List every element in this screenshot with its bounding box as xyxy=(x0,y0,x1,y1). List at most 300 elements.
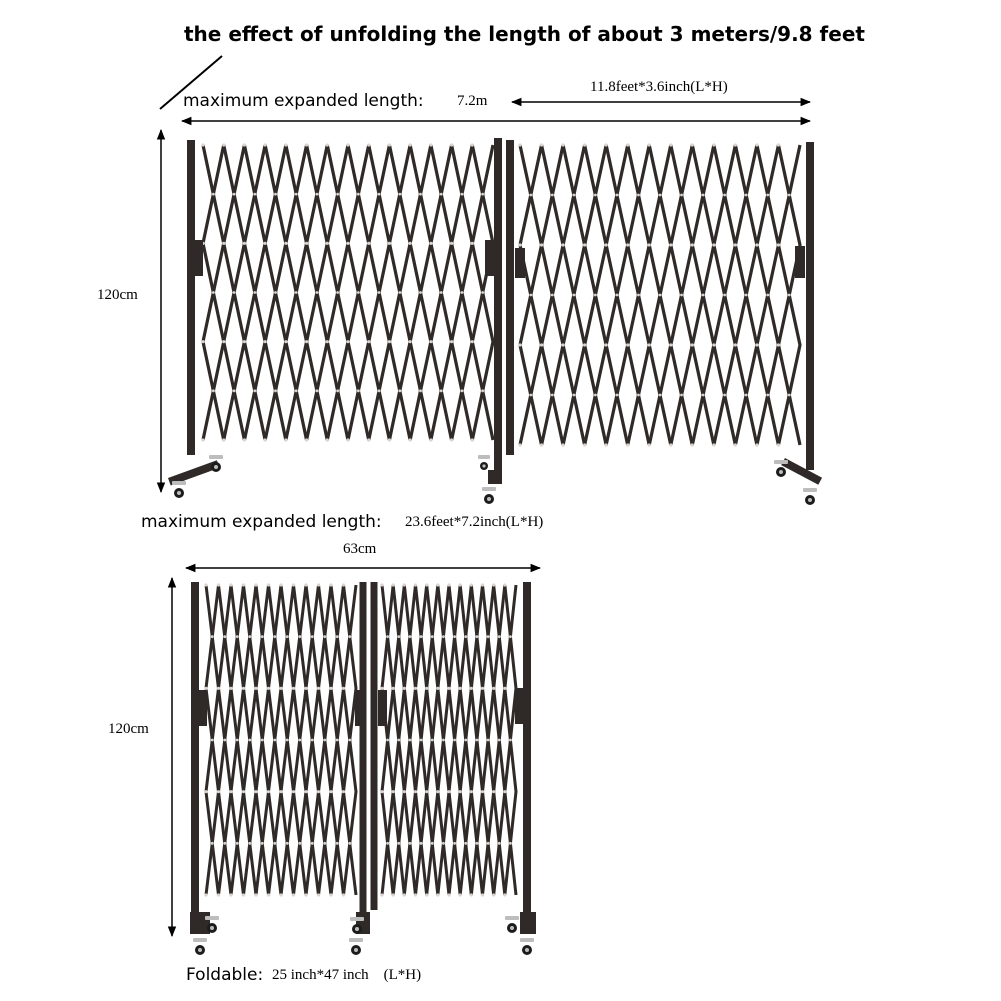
rivet xyxy=(745,194,748,197)
foldable-value: 25 inch*47 inch (L*H) xyxy=(272,967,422,983)
rivet xyxy=(440,193,443,196)
rivet xyxy=(261,739,264,742)
rivet xyxy=(274,193,277,196)
rivet xyxy=(492,893,495,896)
rivet xyxy=(425,790,428,793)
rivet xyxy=(201,340,204,343)
rivet xyxy=(702,194,705,197)
rivet xyxy=(201,438,204,441)
rivet xyxy=(233,193,236,196)
top-height-label: 120cm xyxy=(97,287,138,303)
rivet xyxy=(777,443,780,446)
rivet xyxy=(436,687,439,690)
caster-plate xyxy=(803,488,817,492)
rivet xyxy=(669,443,672,446)
rivet xyxy=(211,842,214,845)
rivet xyxy=(204,583,207,586)
rivet xyxy=(572,394,575,397)
rivet xyxy=(397,842,400,845)
rivet xyxy=(222,242,225,245)
rivet xyxy=(305,340,308,343)
rivet xyxy=(442,739,445,742)
caster-plate xyxy=(172,481,186,485)
rivet xyxy=(447,893,450,896)
rivet xyxy=(498,739,501,742)
rivet xyxy=(211,739,214,742)
rivet xyxy=(414,790,417,793)
caster-hub xyxy=(779,470,783,474)
rivet xyxy=(236,842,239,845)
rivet xyxy=(346,143,349,146)
rivet xyxy=(212,193,215,196)
rivet xyxy=(540,443,543,446)
rivet xyxy=(357,193,360,196)
rivet xyxy=(777,243,780,246)
rivet xyxy=(204,687,207,690)
rivet xyxy=(386,739,389,742)
rivet xyxy=(447,790,450,793)
rivet xyxy=(284,242,287,245)
rivet xyxy=(292,583,295,586)
caster-hub xyxy=(198,948,202,952)
caster-hub xyxy=(355,927,359,931)
rivet xyxy=(540,243,543,246)
decorative-slash xyxy=(160,56,222,109)
caster-hub xyxy=(210,926,214,930)
rivet xyxy=(336,635,339,638)
rivet xyxy=(223,842,226,845)
rivet xyxy=(476,739,479,742)
rivet xyxy=(476,635,479,638)
rivet xyxy=(243,438,246,441)
rivet xyxy=(253,291,256,294)
rivet xyxy=(518,443,521,446)
rivet xyxy=(425,583,428,586)
rivet xyxy=(223,635,226,638)
rivet xyxy=(680,194,683,197)
rivet xyxy=(242,687,245,690)
rivet xyxy=(723,194,726,197)
rivet xyxy=(605,143,608,146)
rivet xyxy=(745,294,748,297)
rivet xyxy=(409,739,412,742)
rivet xyxy=(329,583,332,586)
gate-post xyxy=(371,582,378,910)
rivet xyxy=(242,790,245,793)
caster-hub xyxy=(354,948,358,952)
rivet xyxy=(336,842,339,845)
rivet xyxy=(323,635,326,638)
rivet xyxy=(605,343,608,346)
rivet xyxy=(459,583,462,586)
rivet xyxy=(409,340,412,343)
rivet xyxy=(298,635,301,638)
rivet xyxy=(637,394,640,397)
rivet xyxy=(326,242,329,245)
gate-foot xyxy=(488,470,502,484)
rivet xyxy=(616,294,619,297)
rivet xyxy=(777,343,780,346)
rivet xyxy=(243,143,246,146)
rivet xyxy=(248,739,251,742)
rivet xyxy=(397,739,400,742)
rivet xyxy=(509,842,512,845)
rivet xyxy=(386,842,389,845)
rivet xyxy=(648,343,651,346)
rivet xyxy=(305,143,308,146)
rivet xyxy=(461,389,464,392)
rivet xyxy=(292,790,295,793)
rivet xyxy=(429,143,432,146)
rivet xyxy=(540,143,543,146)
rivet xyxy=(734,243,737,246)
rivet xyxy=(755,443,758,446)
gate-post xyxy=(806,142,814,470)
rivet xyxy=(450,340,453,343)
rivet xyxy=(680,394,683,397)
rivet xyxy=(284,143,287,146)
rivet xyxy=(734,443,737,446)
rivet xyxy=(476,842,479,845)
rivet xyxy=(336,193,339,196)
rivet xyxy=(414,687,417,690)
rivet xyxy=(777,143,780,146)
rivet xyxy=(380,893,383,896)
rivet xyxy=(261,842,264,845)
rivet xyxy=(223,739,226,742)
rivet xyxy=(487,635,490,638)
rivet xyxy=(440,389,443,392)
rivet xyxy=(229,583,232,586)
rivet xyxy=(211,635,214,638)
rivet xyxy=(529,394,532,397)
rivet xyxy=(572,294,575,297)
rivet xyxy=(481,583,484,586)
rivet xyxy=(755,143,758,146)
rivet xyxy=(471,242,474,245)
rivet xyxy=(248,635,251,638)
rivet xyxy=(253,389,256,392)
rivet xyxy=(648,243,651,246)
headline: the effect of unfolding the length of about 3 meters/9.8 feet xyxy=(184,22,865,46)
rivet xyxy=(691,343,694,346)
rivet xyxy=(481,893,484,896)
rivet xyxy=(659,394,662,397)
rivet xyxy=(409,635,412,638)
rivet xyxy=(279,687,282,690)
rivet xyxy=(367,438,370,441)
rivet xyxy=(583,243,586,246)
middle-caption-value: 23.6feet*7.2inch(L*H) xyxy=(405,514,544,530)
rivet xyxy=(304,790,307,793)
rivet xyxy=(386,635,389,638)
rivet xyxy=(267,583,270,586)
rivet xyxy=(429,242,432,245)
rivet xyxy=(336,389,339,392)
rivet xyxy=(286,739,289,742)
rivet xyxy=(561,243,564,246)
rivet xyxy=(669,343,672,346)
gate-post xyxy=(360,582,367,930)
rivet xyxy=(323,739,326,742)
rivet xyxy=(342,583,345,586)
rivet xyxy=(273,635,276,638)
rivet xyxy=(378,291,381,294)
rivet xyxy=(431,635,434,638)
rivet xyxy=(378,193,381,196)
rivet xyxy=(529,294,532,297)
rivet xyxy=(419,193,422,196)
rivet xyxy=(561,443,564,446)
caster-plate xyxy=(349,938,363,942)
rivet xyxy=(766,394,769,397)
rivet xyxy=(605,243,608,246)
top-length-label: maximum expanded length: xyxy=(183,91,424,111)
rivet xyxy=(388,340,391,343)
rivet xyxy=(518,143,521,146)
rivet xyxy=(284,340,287,343)
rivet xyxy=(471,143,474,146)
rivet xyxy=(470,893,473,896)
caster-plate xyxy=(209,455,223,459)
rivet xyxy=(626,443,629,446)
rivet xyxy=(766,294,769,297)
rivet xyxy=(357,291,360,294)
rivet xyxy=(470,583,473,586)
rivet xyxy=(503,583,506,586)
top-length-value: 7.2m xyxy=(457,93,488,109)
rivet xyxy=(236,739,239,742)
rivet xyxy=(212,389,215,392)
rivet xyxy=(626,143,629,146)
rivet xyxy=(298,842,301,845)
rivet xyxy=(217,790,220,793)
rivet xyxy=(348,842,351,845)
panel-bracket xyxy=(198,690,207,726)
rivet xyxy=(583,443,586,446)
rivet xyxy=(498,842,501,845)
rivet xyxy=(616,194,619,197)
rivet xyxy=(242,583,245,586)
rivet xyxy=(298,739,301,742)
rivet xyxy=(304,893,307,896)
rivet xyxy=(311,635,314,638)
rivet xyxy=(492,583,495,586)
rivet xyxy=(442,842,445,845)
rivet xyxy=(659,194,662,197)
rivet xyxy=(712,343,715,346)
rivet xyxy=(616,394,619,397)
rivet xyxy=(419,291,422,294)
rivet xyxy=(204,790,207,793)
rivet xyxy=(222,438,225,441)
rivet xyxy=(254,687,257,690)
rivet xyxy=(264,242,267,245)
rivet xyxy=(317,893,320,896)
rivet xyxy=(342,687,345,690)
rivet xyxy=(461,193,464,196)
rivet xyxy=(279,583,282,586)
caster-hub xyxy=(510,926,514,930)
rivet xyxy=(788,394,791,397)
rivet xyxy=(487,739,490,742)
rivet xyxy=(702,294,705,297)
rivet xyxy=(398,193,401,196)
rivet xyxy=(346,438,349,441)
caster-plate xyxy=(478,455,490,459)
caster-plate xyxy=(774,460,788,464)
rivet xyxy=(440,291,443,294)
panel-bracket xyxy=(378,690,387,726)
rivet xyxy=(447,687,450,690)
rivet xyxy=(295,389,298,392)
rivet xyxy=(317,583,320,586)
rivet xyxy=(392,687,395,690)
caster-plate xyxy=(482,487,496,491)
rivet xyxy=(429,438,432,441)
rivet xyxy=(329,790,332,793)
rivet xyxy=(492,687,495,690)
rivet xyxy=(487,842,490,845)
rivet xyxy=(217,583,220,586)
gate-post xyxy=(506,140,514,455)
rivet xyxy=(734,343,737,346)
rivet xyxy=(551,394,554,397)
rivet xyxy=(414,893,417,896)
rivet xyxy=(212,291,215,294)
rivet xyxy=(305,438,308,441)
rivet xyxy=(253,193,256,196)
rivet xyxy=(243,242,246,245)
panel-bracket xyxy=(515,248,525,278)
rivet xyxy=(317,687,320,690)
rivet xyxy=(436,893,439,896)
rivet xyxy=(723,394,726,397)
rivet xyxy=(459,687,462,690)
rivet xyxy=(436,790,439,793)
rivet xyxy=(518,243,521,246)
panel-bracket xyxy=(795,246,805,278)
rivet xyxy=(637,294,640,297)
rivet xyxy=(357,389,360,392)
caster-plate xyxy=(520,938,534,942)
rivet xyxy=(626,243,629,246)
rivet xyxy=(348,739,351,742)
rivet xyxy=(669,143,672,146)
rivet xyxy=(766,194,769,197)
rivet xyxy=(392,583,395,586)
rivet xyxy=(397,635,400,638)
caster-hub xyxy=(487,497,491,501)
rivet xyxy=(243,340,246,343)
rivet xyxy=(436,583,439,586)
rivet xyxy=(242,893,245,896)
rivet xyxy=(471,340,474,343)
rivet xyxy=(254,583,257,586)
rivet xyxy=(279,893,282,896)
rivet xyxy=(470,790,473,793)
rivet xyxy=(429,340,432,343)
foldable-label: Foldable: xyxy=(186,965,264,985)
rivet xyxy=(403,687,406,690)
caster-hub xyxy=(808,498,812,502)
panel-bracket xyxy=(355,690,364,726)
rivet xyxy=(261,635,264,638)
rivet xyxy=(304,583,307,586)
rivet xyxy=(788,294,791,297)
rivet xyxy=(279,790,282,793)
gate-foot xyxy=(190,912,210,934)
gate-foot xyxy=(520,912,536,934)
rivet xyxy=(453,635,456,638)
rivet xyxy=(329,893,332,896)
rivet xyxy=(403,790,406,793)
rivet xyxy=(398,389,401,392)
rivet xyxy=(540,343,543,346)
rivet xyxy=(464,842,467,845)
rivet xyxy=(409,438,412,441)
rivet xyxy=(551,194,554,197)
rivet xyxy=(450,242,453,245)
rivet xyxy=(626,343,629,346)
bottom-width-label: 63cm xyxy=(343,541,377,557)
rivet xyxy=(388,242,391,245)
rivet xyxy=(605,443,608,446)
rivet xyxy=(217,687,220,690)
rivet xyxy=(481,389,484,392)
rivet xyxy=(392,893,395,896)
rivet xyxy=(229,790,232,793)
rivet xyxy=(420,739,423,742)
rivet xyxy=(503,687,506,690)
rivet xyxy=(273,739,276,742)
rivet xyxy=(217,893,220,896)
rivet xyxy=(346,340,349,343)
rivet xyxy=(572,194,575,197)
rivet xyxy=(267,893,270,896)
rivet xyxy=(691,443,694,446)
caster-plate xyxy=(205,916,219,920)
rivet xyxy=(248,842,251,845)
rivet xyxy=(583,343,586,346)
rivet xyxy=(414,583,417,586)
rivet xyxy=(316,193,319,196)
rivet xyxy=(326,340,329,343)
rivet xyxy=(236,635,239,638)
rivet xyxy=(712,443,715,446)
rivet xyxy=(367,242,370,245)
rivet xyxy=(464,635,467,638)
rivet xyxy=(367,143,370,146)
rivet xyxy=(453,739,456,742)
rivet xyxy=(583,143,586,146)
rivet xyxy=(648,143,651,146)
rivet xyxy=(755,343,758,346)
rivet xyxy=(442,635,445,638)
rivet xyxy=(702,394,705,397)
rivet xyxy=(509,635,512,638)
caster-plate xyxy=(350,917,364,921)
rivet xyxy=(745,394,748,397)
gate-post xyxy=(187,140,195,455)
rivet xyxy=(267,790,270,793)
gate-post xyxy=(523,582,531,925)
rivet xyxy=(336,739,339,742)
panel-bracket xyxy=(193,240,203,276)
rivet xyxy=(669,243,672,246)
rivet xyxy=(481,193,484,196)
rivet xyxy=(311,739,314,742)
